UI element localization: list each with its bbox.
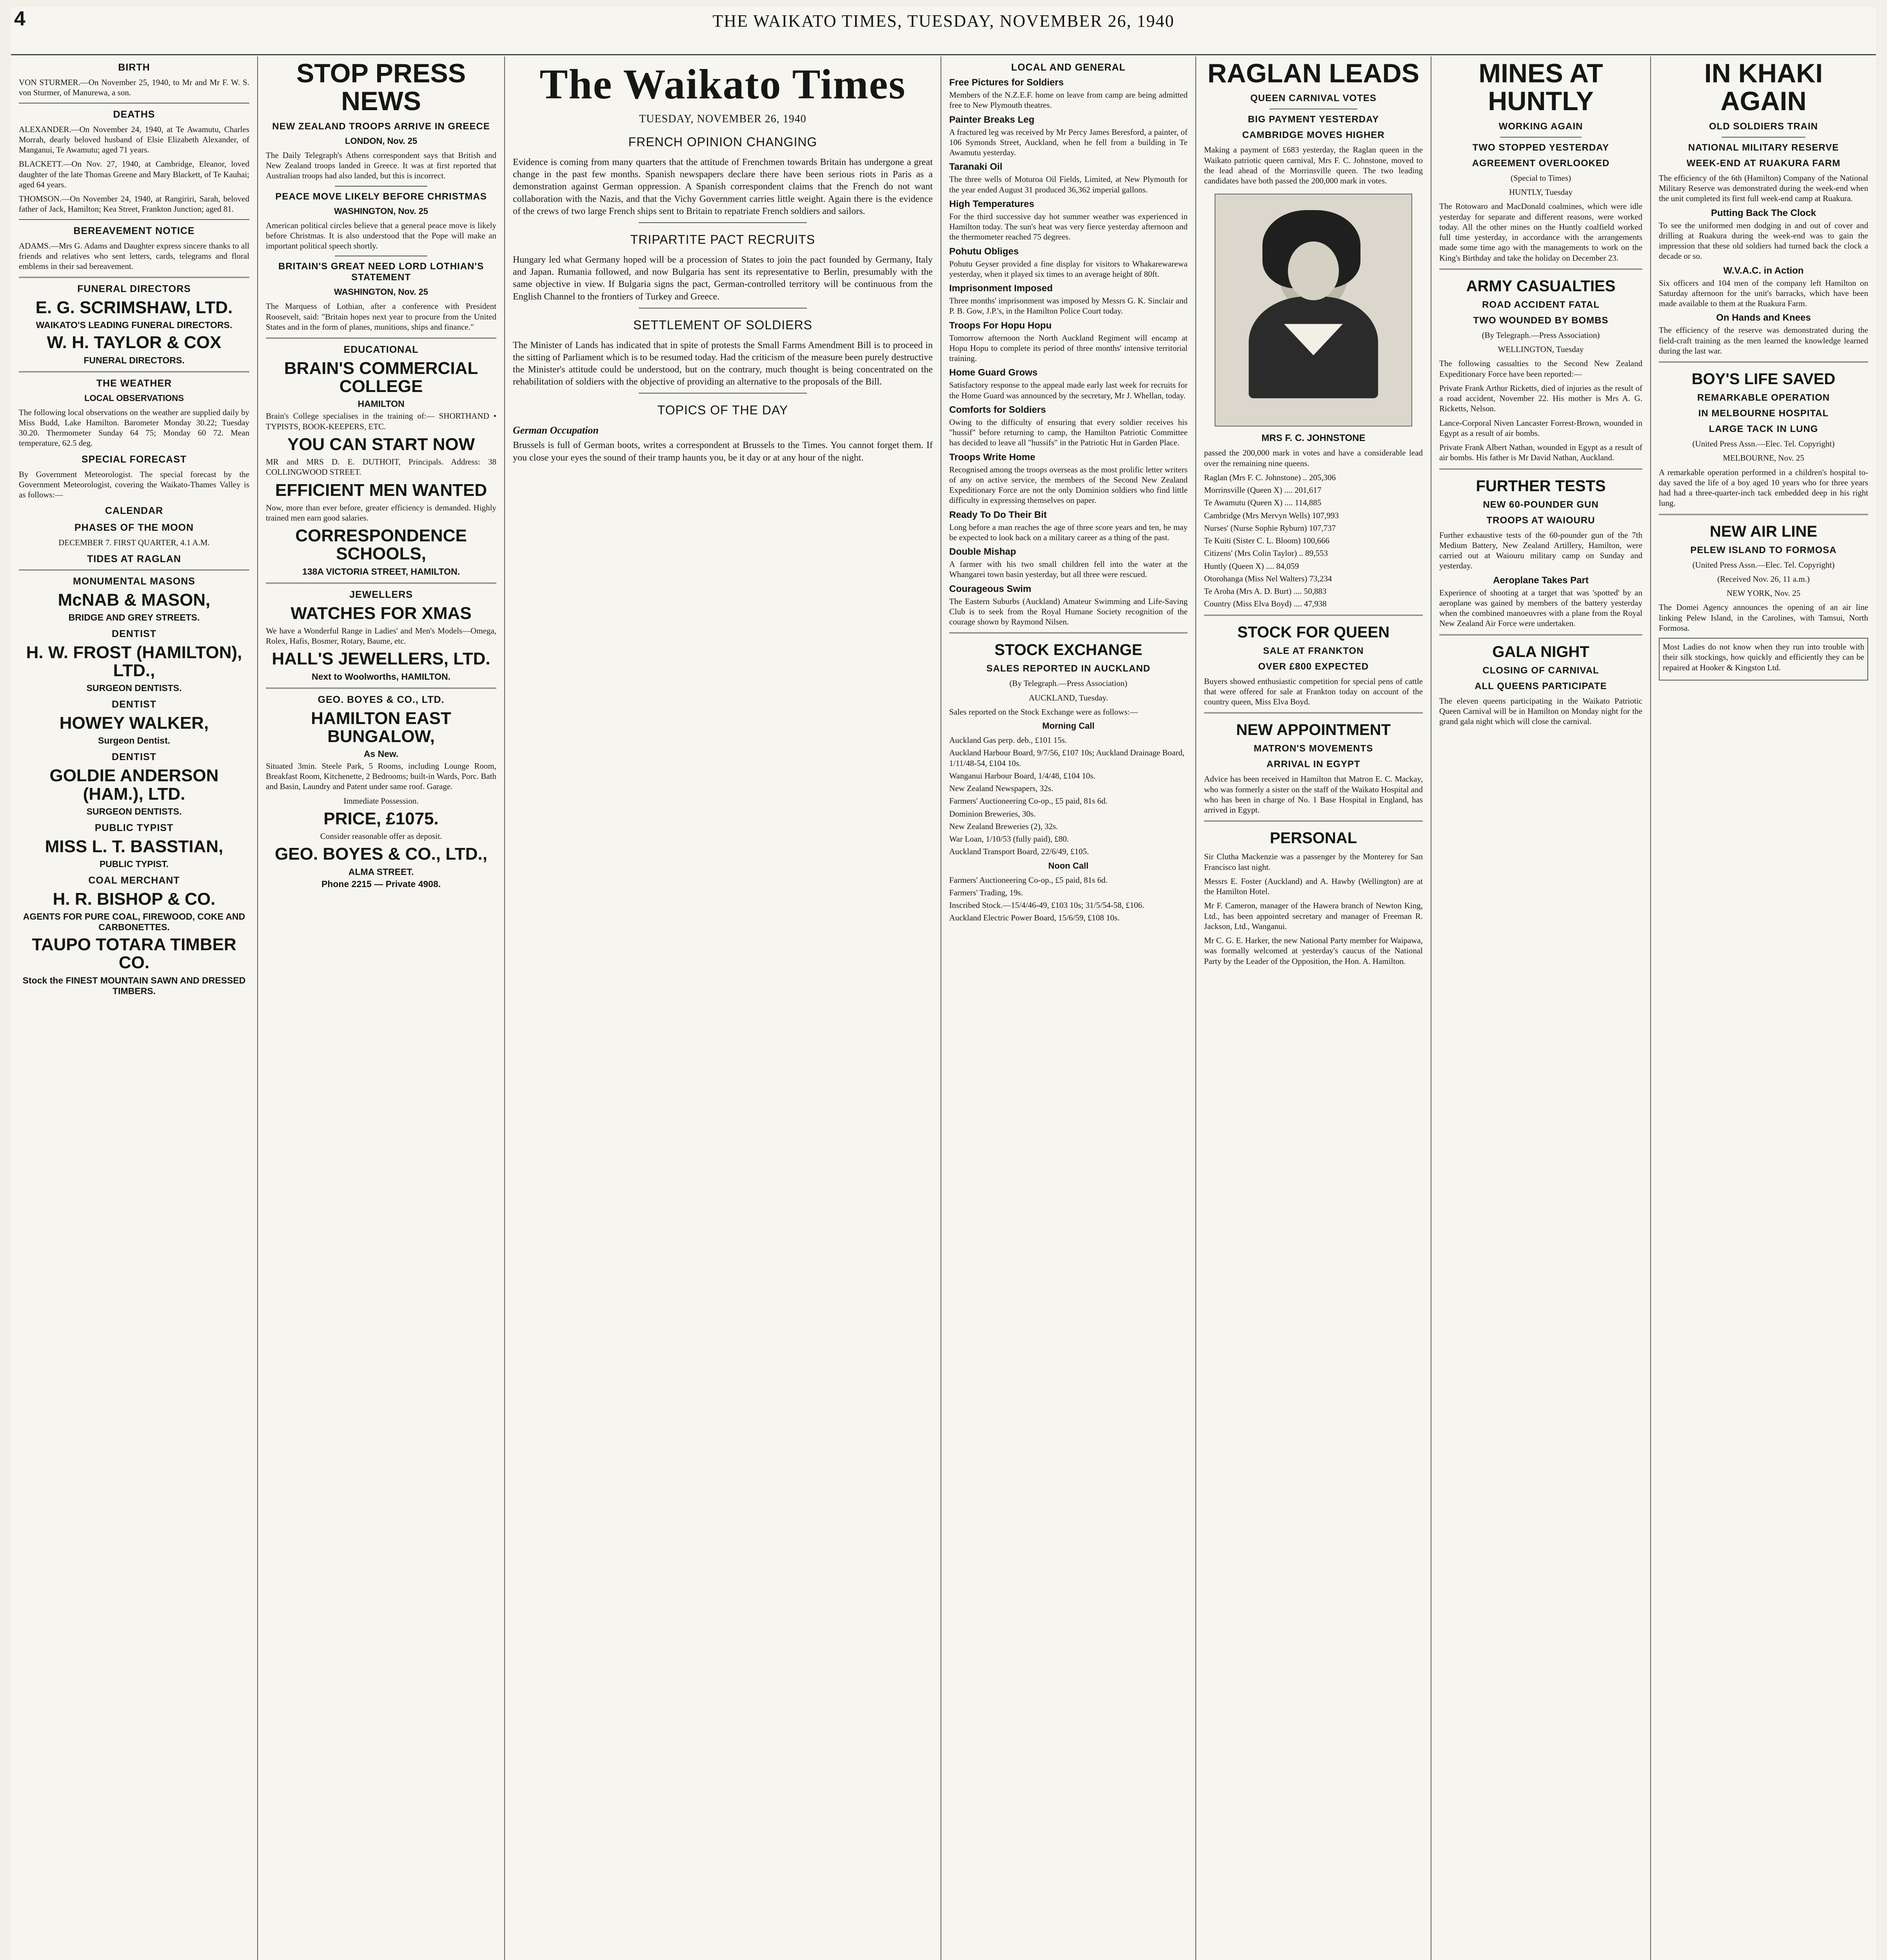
payment-heading: BIG PAYMENT YESTERDAY	[1248, 114, 1379, 125]
wounded-heading: TWO WOUNDED BY BOMBS	[1473, 315, 1609, 326]
mines-place: HUNTLY, Tuesday	[1509, 187, 1573, 197]
weather-report: The following local observations on the weather are supplied daily by Miss Budd, Lake Hamilton. Barometer Monday 30.22; Tuesday 30.20. Thermometer Sunday 64 75; Monday 60 72. Mean temperature, 62.5 deg.	[19, 407, 249, 448]
personal-text-4: Mr C. G. E. Harker, the new National Party member for Waipawa, was formally welcomed at yesterday's caucus of the National Party by the Leader of the Opposition, the Hon. A. Hamilton.	[1204, 936, 1423, 966]
troops-heading: TROOPS AT WAIOURU	[1486, 515, 1595, 526]
stock-note: (By Telegraph.—Press Association)	[1009, 679, 1128, 688]
editorial-text-2: Hungary led what Germany hoped will be a procession of States to join the pact founded by Germany, Italy and Japan. Rumania followed, and now Bulgaria has sent its representative to Berlin, presumably with the same objective in view. If Bulgaria signs the pact, German-controlled territory will be continuous from the English Channel to the frontiers of Turkey and Greece.	[513, 254, 933, 302]
local-item-heading-1: Free Pictures for Soldiers	[949, 77, 1064, 88]
queen-standing-item: Country (Miss Elva Boyd) .... 47,938	[1204, 599, 1327, 609]
queen-standing-item: Citizens' (Mrs Colin Taylor) .. 89,553	[1204, 548, 1328, 558]
queen-standings	[1204, 472, 1423, 609]
page-columns	[11, 56, 1876, 1960]
local-item-text-12: A farmer with his two small children fell into the water at the Whangarei town basin yesterday, but all three were rescued.	[949, 559, 1188, 579]
clock-heading: Putting Back The Clock	[1711, 207, 1816, 218]
section-divider	[1659, 514, 1868, 515]
agreement-heading: AGREEMENT OVERLOOKED	[1472, 158, 1610, 169]
deaths-heading: DEATHS	[113, 109, 155, 120]
dentist-advert-3-subtitle: SURGEON DENTISTS.	[86, 806, 182, 817]
coal-heading: COAL MERCHANT	[88, 875, 180, 886]
page-header	[11, 7, 1876, 55]
local-item-heading-8: Home Guard Grows	[949, 367, 1038, 378]
queen-standing-item: Cambridge (Mrs Mervyn Wells) 107,993	[1204, 510, 1339, 520]
correspondence-advert: CORRESPONDENCE SCHOOLS,	[295, 526, 467, 564]
further-text: Further exhaustive tests of the 60-pounder gun of the 7th Medium Battery, New Zealand Artillery, Hamilton, were carried out at Waiouru military camp on Sunday and yesterday.	[1439, 530, 1642, 571]
page-number: 4	[14, 7, 25, 30]
local-item-heading-4: High Temperatures	[949, 198, 1034, 209]
timber-advert: TAUPO TOTARA TIMBER CO.	[32, 935, 236, 973]
mines-heading: MINES AT HUNTLY	[1478, 58, 1603, 116]
section-divider	[266, 688, 496, 689]
queen-standing-item: Huntly (Queen X) .... 84,059	[1204, 561, 1299, 571]
khaki-heading: IN KHAKI AGAIN	[1704, 58, 1823, 116]
german-occupation-heading: German Occupation	[513, 425, 599, 436]
timber-advert-subtitle: Stock the FINEST MOUNTAIN SAWN AND DRESSED TIMBERS.	[22, 975, 246, 996]
boy-heading: BOY'S LIFE SAVED	[1691, 370, 1836, 388]
queen-standing-item: Otorohanga (Miss Nel Walters) 73,234	[1204, 573, 1332, 583]
soldiers-heading: OLD SOLDIERS TRAIN	[1709, 121, 1818, 132]
editorial-heading-4: TOPICS OF THE DAY	[657, 403, 788, 417]
road-heading: ROAD ACCIDENT FATAL	[1482, 299, 1600, 310]
boyes-street: ALMA STREET.	[348, 866, 414, 877]
morning-stock-item: Farmers' Auctioneering Co-op., £5 paid, 81s 6d.	[949, 796, 1108, 806]
editorial-divider	[639, 393, 806, 394]
hands-text: The efficiency of the reserve was demonstrated during the field-craft training as the men learned the knowledge learned during the last war.	[1659, 325, 1868, 356]
photo-face-shape	[1288, 241, 1339, 300]
birth-notice: VON STURMER.—On November 25, 1940, to Mr and Mr F. W. S. von Sturmer, of Manurewa, a son.	[19, 78, 249, 98]
jewellers-heading: JEWELLERS	[349, 589, 413, 600]
stock-subheading: SALES REPORTED IN AUCKLAND	[986, 663, 1151, 674]
watches-text: We have a Wonderful Range in Ladies' and Men's Models—Omega, Rolex, Hafis, Bosmer, Rotary, Baume, etc.	[266, 626, 496, 646]
air-text: The Domei Agency announces the opening of an air line linking Pelew Island, in the Carolines, with Tamsui, North Formosa.	[1659, 603, 1868, 633]
noon-stock-item: Farmers' Trading, 19s.	[949, 887, 1023, 897]
wvac-heading: W.V.A.C. in Action	[1723, 265, 1804, 276]
local-item-text-11: Long before a man reaches the age of three score years and ten, he may be expected to look back on a military career as a thing of the past.	[949, 522, 1188, 542]
noon-stock-item: Farmers' Auctioneering Co-op., £5 paid, 81s 6d.	[949, 875, 1108, 885]
local-item-text-2: A fractured leg was received by Mr Percy James Beresford, a painter, of 106 Symonds Street, Auckland, when he fell from a building in Te Awamutu yesterday.	[949, 127, 1188, 157]
appointment-text: Advice has been received in Hamilton that Matron E. C. Mackay, who was formerly a sister on the staff of the Waikato Hospital and who has been in charge of No. 1 Base Hospital in England, has arrived in Egypt.	[1204, 774, 1423, 815]
college-subtitle: HAMILTON	[358, 399, 405, 409]
typist-heading: PUBLIC TYPIST	[94, 822, 174, 833]
birth-heading: BIRTH	[118, 62, 150, 73]
editorial-heading-2: TRIPARTITE PACT RECRUITS	[630, 232, 815, 247]
boyes-heading: GEO. BOYES & CO., LTD.	[318, 694, 445, 705]
college-text: Brain's College specialises in the training of:— SHORTHAND • TYPISTS, BOOK-KEEPERS, ETC.	[266, 411, 496, 431]
stocking-advert-box	[1659, 638, 1868, 681]
local-item-text-3: The three wells of Moturoa Oil Fields, Limited, at New Plymouth for the year ended August 31 produced 36,362 imperial gallons.	[949, 174, 1188, 194]
news-body-1: The Daily Telegraph's Athens correspondent says that British and New Zealand troops landed in Greece. It was at first reported that Australian troops had also landed, but this is incorrect.	[266, 150, 496, 181]
weather-heading: THE WEATHER	[96, 377, 172, 389]
morning-stock-item: Auckland Harbour Board, 9/7/56, £107 10s; Auckland Drainage Board, 1/11/48-54, £104 10s.	[949, 748, 1185, 768]
local-item-text-13: The Eastern Suburbs (Auckland) Amateur Swimming and Life-Saving Club is to seek from the Royal Humane Society recognition of the courage shown by Raymond Nilsen.	[949, 596, 1188, 626]
column-editorial	[505, 56, 941, 1960]
bereavement-notice: ADAMS.—Mrs G. Adams and Daughter express sincere thanks to all friends and relatives who sent letters, cards, telegrams and floral emblems in their sad bereavement.	[19, 241, 249, 271]
tides-heading: TIDES AT RAGLAN	[87, 553, 181, 564]
air-place: NEW YORK, Nov. 25	[1726, 588, 1801, 598]
hands-heading: On Hands and Knees	[1716, 312, 1811, 323]
local-item-heading-9: Comforts for Soldiers	[949, 404, 1046, 415]
dentist-advert-2-subtitle: Surgeon Dentist.	[98, 735, 170, 746]
queen-standing-item: Nurses' (Nurse Sophie Ryburn) 107,737	[1204, 523, 1336, 533]
bungalow-subtitle: As New.	[363, 748, 399, 759]
queen-standing-item: Te Awamutu (Queen X) .... 114,885	[1204, 498, 1322, 508]
all-queens-heading: ALL QUEENS PARTICIPATE	[1475, 681, 1607, 691]
further-tests-heading: FURTHER TESTS	[1476, 477, 1606, 495]
moon-heading: PHASES OF THE MOON	[74, 522, 194, 534]
army-place: WELLINGTON, Tuesday	[1498, 345, 1584, 354]
newspaper-title: The Waikato Times	[539, 61, 906, 108]
special-note: (Special to Times)	[1510, 173, 1571, 183]
death-notice-1: ALEXANDER.—On November 24, 1940, at Te Awamutu, Charles Morrah, dearly beloved husband of Elsie Elizabeth Alexander, of Manganui, Te Awamutu; aged 71 years.	[19, 124, 249, 154]
local-item-heading-11: Ready To Do Their Bit	[949, 509, 1047, 520]
formosa-heading: PELEW ISLAND TO FORMOSA	[1690, 544, 1837, 555]
headline-rule	[1722, 137, 1805, 138]
army-text: The following casualties to the Second New Zealand Expeditionary Force have been reported:—	[1439, 359, 1642, 379]
stop-press-heading: STOP PRESS NEWS	[296, 58, 466, 116]
column-notices	[11, 56, 258, 1960]
air-note: (United Press Assn.—Elec. Tel. Copyright)	[1692, 560, 1835, 570]
newspaper-page	[11, 7, 1876, 1960]
forecast-text: By Government Meteorologist. The special forecast by the Government Meteorologist, covering the Waikato-Thames Valley is as follows:—	[19, 469, 249, 500]
stock-place: AUCKLAND, Tuesday.	[1028, 693, 1108, 702]
reserve-heading: NATIONAL MILITARY RESERVE	[1688, 142, 1839, 153]
hospital-heading: IN MELBOURNE HOSPITAL	[1698, 408, 1829, 419]
news-place-3: WASHINGTON, Nov. 25	[334, 287, 428, 297]
editorial-text-3: The Minister of Lands has indicated that in spite of protests the Small Farms Amendment Bill is to proceed in the sitting of Parliament which is to be resumed today. Had the criticism of the measure been purely destructive the Minister's attitude could be understood, but on the contrary, much thought is being concentrated on the rehabilitation of soldiers with the objective of providing an alternative to the proposals of the Bill.	[513, 340, 933, 387]
dentist-advert-3: GOLDIE ANDERSON (HAM.), LTD.	[49, 766, 219, 804]
local-item-heading-10: Troops Write Home	[949, 452, 1035, 463]
coal-advert-subtitle: AGENTS FOR PURE COAL, FIREWOOD, COKE AND CARBONETTES.	[23, 911, 245, 933]
offer-text: Consider reasonable offer as deposit.	[320, 831, 442, 841]
stock-intro: Sales reported on the Stock Exchange were as follows:—	[949, 707, 1138, 717]
bereavement-heading: BEREAVEMENT NOTICE	[73, 225, 195, 236]
morning-stock-item: Auckland Gas perp. deb., £101 15s.	[949, 735, 1067, 745]
arrival-heading: ARRIVAL IN EGYPT	[1266, 759, 1360, 770]
raglan-heading: RAGLAN LEADS	[1207, 58, 1420, 88]
gala-heading: GALA NIGHT	[1492, 643, 1589, 661]
college-title: BRAIN'S COMMERCIAL COLLEGE	[284, 359, 478, 396]
army-note: (By Telegraph.—Press Association)	[1482, 330, 1600, 340]
local-item-heading-7: Troops For Hopu Hopu	[949, 320, 1052, 331]
local-item-text-1: Members of the N.Z.E.F. home on leave from camp are being admitted free to New Plymouth theatres.	[949, 90, 1188, 110]
funeral-director-2-subtitle: FUNERAL DIRECTORS.	[84, 355, 185, 365]
bungalow-price: PRICE, £1075.	[323, 809, 439, 828]
news-body-3: The Marquess of Lothian, after a conference with President Roosevelt, said: "Britain hopes next year to procure from the United States and in the form of planes, munitions, ships and finance."	[266, 301, 496, 332]
stock-queen-text: Buyers showed enthusiastic competition for special pens of cattle that were offered for sale at Frankton today on account of the country queen, Miss Elva Boyd.	[1204, 676, 1423, 707]
column-local-general	[941, 56, 1196, 1960]
bungalow-advert: HAMILTON EAST BUNGALOW,	[311, 708, 451, 746]
personal-text-1: Sir Clutha Mackenzie was a passenger by the Monterey for San Francisco last night.	[1204, 852, 1423, 872]
local-item-text-10: Recognised among the troops overseas as the most prolific letter writers of any on active service, the members of the Second New Zealand Expeditionary Force are not the only Dominion soldiers who find little difficulty in expressing themselves on paper.	[949, 465, 1188, 505]
men-wanted-text: Now, more than ever before, greater efficiency is demanded. Highly trained men earn good salaries.	[266, 503, 496, 523]
dentist-advert-1-subtitle: SURGEON DENTISTS.	[86, 683, 182, 693]
stock-queen-subheading: SALE AT FRANKTON	[1263, 645, 1364, 656]
local-general-heading: LOCAL AND GENERAL	[1011, 62, 1126, 73]
funeral-directors-heading: FUNERAL DIRECTORS	[77, 283, 191, 295]
morning-stock-item: Auckland Transport Board, 22/6/49, £105.	[949, 847, 1089, 857]
matron-heading: MATRON'S MOVEMENTS	[1253, 743, 1373, 754]
casualty-3: Private Frank Albert Nathan, wounded in Egypt as a result of air bombs. His father is Mr David Nathan, Auckland.	[1439, 443, 1642, 463]
noon-stock-item: Inscribed Stock.—15/4/46-49, £103 10s; 31/5/54-58, £106.	[949, 900, 1144, 910]
news-place-1: LONDON, Nov. 25	[345, 136, 418, 146]
section-divider	[1204, 615, 1423, 616]
local-item-text-8: Satisfactory response to the appeal made early last week for recruits for the Home Guard was announced by the secretary, Mr J. Whellan, today.	[949, 380, 1188, 400]
personal-text-3: Mr F. Cameron, manager of the Hawera branch of Newton King, Ltd., has been appointed secretary and manager of Freeman R. Jackson, Ltd., Wanganui.	[1204, 901, 1423, 931]
moon-text: DECEMBER 7. FIRST QUARTER, 4.1 A.M.	[58, 538, 210, 548]
section-divider	[1439, 634, 1642, 635]
appointment-heading: NEW APPOINTMENT	[1236, 721, 1391, 739]
stock-queen-expected: OVER £800 EXPECTED	[1258, 661, 1369, 672]
noon-stock-item: Auckland Electric Power Board, 15/6/59, £108 10s.	[949, 913, 1120, 923]
dentist-heading-3: DENTIST	[112, 751, 156, 763]
stopped-heading: TWO STOPPED YESTERDAY	[1472, 142, 1609, 153]
dentist-advert-2: HOWEY WALKER,	[59, 713, 209, 733]
queen-standing-item: Te Aroha (Mrs A. D. Burt) .... 50,883	[1204, 586, 1327, 596]
german-occupation-text: Brussels is full of German boots, writes a correspondent at Brussels to the Times. You cannot forget them. If you close your eyes the sound of their tramp haunts you, be it day or at any hour of the night.	[513, 440, 933, 463]
section-divider	[266, 583, 496, 584]
section-divider	[1659, 361, 1868, 363]
cambridge-heading: CAMBRIDGE MOVES HIGHER	[1242, 130, 1385, 141]
college-address: MR and MRS D. E. DUTHOIT, Principals. Address: 38 COLLINGWOOD STREET.	[266, 457, 496, 477]
morning-call-heading: Morning Call	[1042, 721, 1095, 731]
wvac-text: Six officers and 104 men of the company left Hamilton on Saturday afternoon for the unit's barracks, which have been made available to them at the Ruakura Farm.	[1659, 278, 1868, 309]
local-item-heading-12: Double Mishap	[949, 546, 1016, 557]
noon-call-heading: Noon Call	[1048, 860, 1089, 871]
news-headline-2: PEACE MOVE LIKELY BEFORE CHRISTMAS	[275, 191, 487, 202]
funeral-director-2: W. H. TAYLOR & COX	[47, 333, 222, 352]
news-body-2: American political circles believe that a general peace move is likely before Christmas. It is also understood that the Pope will make an important political speech shortly.	[266, 220, 496, 251]
gun-heading: NEW 60-POUNDER GUN	[1483, 499, 1599, 510]
boy-text: A remarkable operation performed in a children's hospital to-day saved the life of a boy aged 10 years who for three years had had a three-quarter-inch tack embedded deep in his right lung.	[1659, 467, 1868, 508]
forecast-heading: SPECIAL FORECAST	[81, 454, 187, 465]
news-headline-3: BRITAIN'S GREAT NEED LORD LOTHIAN'S STATEMENT	[278, 261, 484, 283]
column-raglan-leads	[1196, 56, 1431, 1960]
editorial-heading-1: FRENCH OPINION CHANGING	[628, 135, 817, 149]
funeral-director-1-subtitle: WAIKATO'S LEADING FUNERAL DIRECTORS.	[36, 320, 232, 330]
monumental-advert-subtitle: BRIDGE AND GREY STREETS.	[68, 612, 200, 622]
queen-standing-item: Te Kuiti (Sister C. L. Bloom) 100,666	[1204, 536, 1329, 546]
college-call: YOU CAN START NOW	[287, 434, 475, 454]
typist-advert: MISS L. T. BASSTIAN,	[45, 837, 223, 856]
photo-caption: MRS F. C. JOHNSTONE	[1261, 433, 1366, 444]
monumental-heading: MONUMENTAL MASONS	[73, 575, 195, 587]
army-heading: ARMY CASUALTIES	[1466, 277, 1616, 295]
casualty-1: Private Frank Arthur Ricketts, died of injuries as the result of a road accident, November 22. His mother is Mrs A. G. Ricketts, Nelson.	[1439, 383, 1642, 414]
stocking-advert-text: Most Ladies do not know when they run into trouble with their silk stockings, how quickly and efficiently they can be repaired at Hooker & Kingston Ltd.	[1663, 642, 1864, 672]
stock-exchange-heading: STOCK EXCHANGE	[994, 641, 1142, 659]
correspondence-subtitle: 138A VICTORIA STREET, HAMILTON.	[302, 566, 460, 577]
newspaper-header-title: THE WAIKATO TIMES, TUESDAY, NOVEMBER 26, 1940	[712, 11, 1175, 31]
watches-advert: WATCHES FOR XMAS	[291, 603, 472, 623]
dentist-heading-1: DENTIST	[112, 628, 156, 639]
air-heading: NEW AIR LINE	[1709, 523, 1818, 540]
local-item-heading-2: Painter Breaks Leg	[949, 114, 1035, 125]
stock-queen-heading: STOCK FOR QUEEN	[1237, 623, 1390, 641]
local-item-heading-13: Courageous Swim	[949, 583, 1032, 594]
personal-text-2: Messrs E. Foster (Auckland) and A. Hawby (Wellington) are at the Hamilton Hotel.	[1204, 876, 1423, 897]
news-place-2: WASHINGTON, Nov. 25	[334, 206, 428, 216]
newspaper-date: TUESDAY, NOVEMBER 26, 1940	[639, 113, 806, 125]
editorial-divider	[639, 308, 806, 309]
morning-stock-item: War Loan, 1/10/53 (fully paid), £80.	[949, 834, 1069, 844]
aeroplane-heading: Aeroplane Takes Part	[1493, 575, 1589, 586]
local-item-heading-5: Pohutu Obliges	[949, 246, 1019, 257]
halls-jewellers-subtitle: Next to Woolworths, HAMILTON.	[312, 671, 450, 682]
men-wanted-advert: EFFICIENT MEN WANTED	[275, 480, 487, 500]
column-mines-army	[1431, 56, 1651, 1960]
local-item-text-4: For the third successive day hot summer weather was experienced in Hamilton today. The sun's heat was very fierce yesterday afternoon and the thermometer reached 75 degrees.	[949, 211, 1188, 242]
coal-advert: H. R. BISHOP & CO.	[53, 889, 216, 909]
queen-standing-item: Morrinsville (Queen X) .... 201,617	[1204, 485, 1322, 495]
queen-heading: QUEEN CARNIVAL VOTES	[1250, 93, 1377, 104]
local-item-text-7: Tomorrow afternoon the North Auckland Regiment will encamp at Hopu Hopu to complete its period of three months' intensive territorial training.	[949, 333, 1188, 363]
operation-heading: REMARKABLE OPERATION	[1697, 392, 1830, 403]
closing-heading: CLOSING OF CARNIVAL	[1482, 665, 1599, 676]
air-received: (Received Nov. 26, 11 a.m.)	[1717, 574, 1810, 584]
possession-text: Immediate Possession.	[343, 796, 419, 806]
morning-stock-item: New Zealand Breweries (2), 32s.	[949, 821, 1058, 831]
typist-advert-subtitle: PUBLIC TYPIST.	[99, 858, 169, 869]
bungalow-text: Situated 3min. Steele Park, 5 Rooms, including Lounge Room, Breakfast Room, Kitchenette, 2 Bedrooms; built-in Wards, Porc. Bath and Basin, Laundry and Patent under same roof. Garage.	[266, 761, 496, 791]
local-item-text-6: Three months' imprisonment was imposed by Messrs G. K. Sinclair and P. B. Gow, J.P.'s, in the Hamilton Police Court today.	[949, 296, 1188, 316]
boy-note: (United Press Assn.—Elec. Tel. Copyright)	[1692, 439, 1835, 449]
casualty-2: Lance-Corporal Niven Lancaster Forrest-Brown, wounded in Egypt as a result of air bombs.	[1439, 418, 1642, 438]
morning-stock-item: Wanganui Harbour Board, 1/4/48, £104 10s.	[949, 771, 1095, 780]
dentist-heading-2: DENTIST	[112, 699, 156, 710]
portrait-photo	[1215, 194, 1412, 426]
personal-heading: PERSONAL	[1270, 829, 1357, 847]
headline-rule	[1500, 137, 1581, 138]
stock-divider	[949, 632, 1188, 633]
boy-place: MELBOURNE, Nov. 25	[1723, 453, 1804, 463]
section-divider	[266, 338, 496, 339]
morning-stock-item: Dominion Breweries, 30s.	[949, 809, 1036, 818]
morning-stock-list	[949, 735, 1188, 857]
boyes-footer: GEO. BOYES & CO., LTD.,	[275, 844, 487, 864]
educational-heading: EDUCATIONAL	[343, 344, 419, 356]
weather-subheading: LOCAL OBSERVATIONS	[84, 393, 184, 403]
raglan-text: Making a payment of £683 yesterday, the Raglan queen in the Waikato patriotic queen carnival, Mrs F. C. Johnstone, moved to the lead ahead of the Morrinsville queen. The two leading candidates have both passed the 200,000 mark in votes.	[1204, 145, 1423, 186]
editorial-heading-3: SETTLEMENT OF SOLDIERS	[633, 318, 813, 332]
weekend-heading: WEEK-END AT RUAKURA FARM	[1686, 158, 1841, 169]
section-divider	[19, 277, 249, 278]
death-notice-3: THOMSON.—On November 24, 1940, at Rangiriri, Sarah, beloved father of Jack, Hamilton; Kea Street, Frankton Junction; aged 81.	[19, 194, 249, 214]
news-divider	[335, 186, 427, 187]
dentist-advert-1: H. W. FROST (HAMILTON), LTD.,	[26, 642, 242, 680]
local-item-heading-3: Taranaki Oil	[949, 162, 1003, 172]
photo-collar-shape	[1284, 324, 1343, 355]
queen-text: passed the 200,000 mark in votes and have a considerable lead over the remaining nine queens.	[1204, 448, 1423, 468]
section-divider	[1204, 820, 1423, 822]
funeral-director-1: E. G. SCRIMSHAW, LTD.	[35, 298, 233, 318]
editorial-text-1: Evidence is coming from many quarters that the attitude of Frenchmen towards Britain has undergone a great change in the past few months. Spanish newspapers declare there have been serious riots in Paris as a demonstration against German oppression. A Spanish correspondent claims that the French do not want collaboration with the Nazis, and that the Vichy Government carries little weight. Again there is the evidence of the crews of two large French ships sent to Britain to repatriate French soldiers and sailors.	[513, 157, 933, 216]
local-item-text-5: Pohutu Geyser provided a fine display for visitors to Whakarewarewa yesterday, when it played six times to an average height of 80ft.	[949, 259, 1188, 279]
mines-text: The Rotowaro and MacDonald coalmines, which were idle yesterday for separate and different reasons, were worked today. All the other mines on the Huntly coalfield worked full time yesterday, in accordance with the arrangements made some time ago with the managements to work on the King's Birthday and take the holiday on December 23.	[1439, 201, 1642, 263]
death-notice-2: BLACKETT.—On Nov. 27, 1940, at Cambridge, Eleanor, loved daughter of the late Thomas Greene and Mary Blackett, of Te Kauhai; aged 64 years.	[19, 159, 249, 189]
local-item-text-9: Owing to the difficulty of ensuring that every soldier receives his "hussif" before returning to camp, the Hamilton Patriotic Committee has decided to leave all "hussifs" in the Patriotic Hut in Garden Place.	[949, 417, 1188, 448]
local-item-heading-6: Imprisonment Imposed	[949, 283, 1053, 294]
working-heading: WORKING AGAIN	[1498, 121, 1583, 132]
section-divider	[1439, 269, 1642, 270]
gala-text: The eleven queens participating in the Waikato Patriotic Queen Carnival will be in Hamilton on Monday night for the grand gala night which will close the carnival.	[1439, 696, 1642, 726]
noon-stock-list	[949, 875, 1188, 923]
boyes-phone: Phone 2215 — Private 4908.	[321, 878, 441, 889]
monumental-advert: McNAB & MASON,	[58, 590, 211, 610]
khaki-text: The efficiency of the 6th (Hamilton) Company of the National Military Reserve was demonstrated during the week-end when the unit completed its first full week-end camp at Ruakura.	[1659, 173, 1868, 203]
tack-heading: LARGE TACK IN LUNG	[1709, 424, 1818, 435]
section-divider	[1439, 468, 1642, 470]
column-stop-press	[258, 56, 505, 1960]
queen-standing-item: Raglan (Mrs F. C. Johnstone) .. 205,306	[1204, 472, 1336, 482]
section-divider	[1204, 712, 1423, 713]
halls-jewellers: HALL'S JEWELLERS, LTD.	[272, 649, 490, 669]
calendar-heading: CALENDAR	[105, 505, 163, 517]
aeroplane-text: Experience of shooting at a target that was 'spotted' by an aeroplane was gained by members of the battery yesterday when the combined manoeuvres with a plane from the Royal New Zealand Air Force were undertaken.	[1439, 588, 1642, 628]
editorial-divider	[639, 222, 806, 223]
notice-divider	[19, 219, 249, 220]
clock-text: To see the uniformed men dodging in and out of cover and drilling at Ruakura during the week-end was to gain the impression that these old soldiers had turned back the clock a decade or so.	[1659, 220, 1868, 261]
morning-stock-item: New Zealand Newspapers, 32s.	[949, 784, 1053, 793]
news-headline-1: NEW ZEALAND TROOPS ARRIVE IN GREECE	[272, 121, 490, 132]
section-divider	[19, 371, 249, 372]
column-khaki-news	[1651, 56, 1876, 1960]
